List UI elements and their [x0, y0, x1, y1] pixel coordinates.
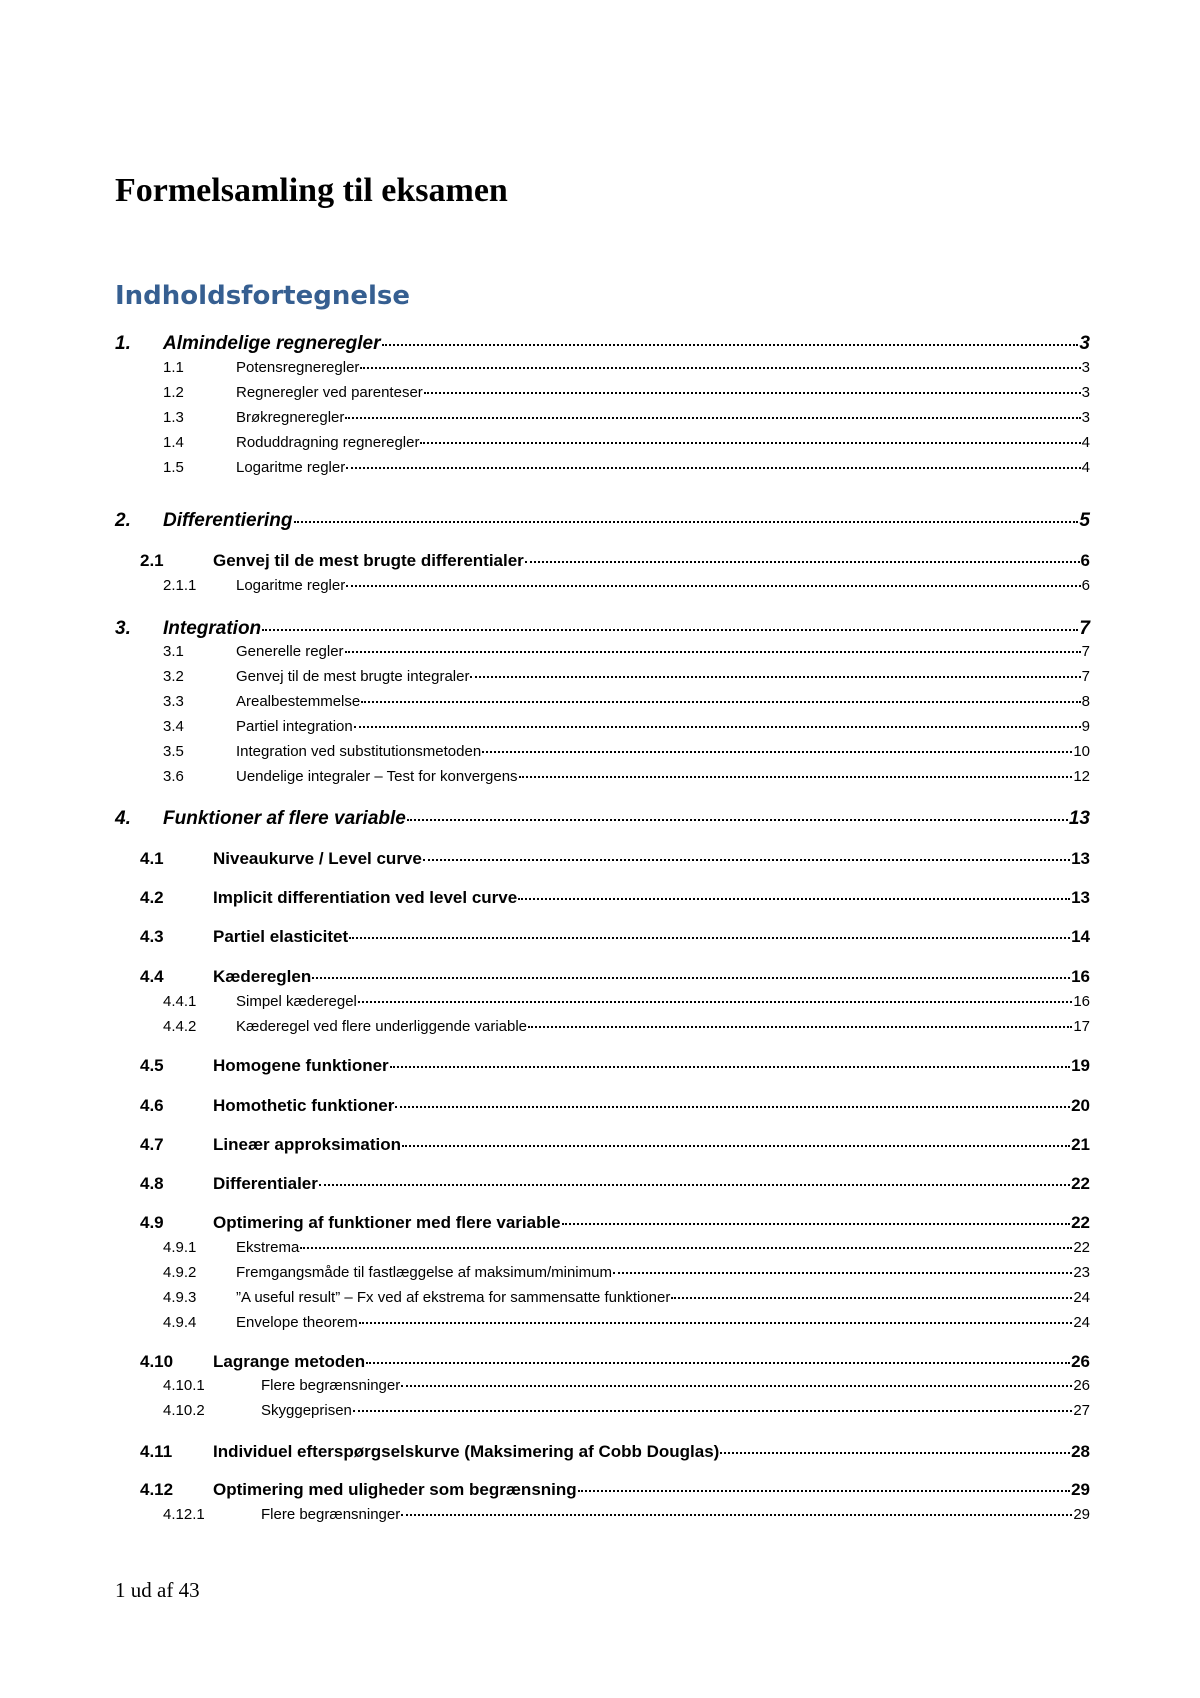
toc-entry-page-number: 24: [1073, 1289, 1090, 1306]
toc-entry-label: Logaritme regler: [236, 577, 346, 594]
toc-entry-number: 4.1: [140, 849, 164, 868]
toc-entry-page-number: 19: [1071, 1056, 1090, 1075]
toc-entry[interactable]: [115, 1174, 1090, 1194]
toc-entry-page-number: 10: [1073, 743, 1090, 760]
toc-entry-number: 4.12.1: [163, 1506, 205, 1523]
toc-dot-leader: [613, 1272, 1072, 1274]
toc-entry-page-number: 9: [1081, 718, 1090, 735]
toc-entry-label: Kæderegel ved flere underliggende variable: [236, 1018, 528, 1035]
toc-entry-label: Homothetic funktioner: [213, 1096, 395, 1115]
toc-entry-label: Kædereglen: [213, 967, 312, 986]
toc-dot-leader: [525, 561, 1080, 563]
toc-entry-page-number: 20: [1071, 1096, 1090, 1115]
toc-entry-page-number: 22: [1073, 1239, 1090, 1256]
toc-entry-page-number: 3: [1079, 333, 1090, 354]
toc-entry[interactable]: [115, 927, 1090, 947]
toc-entry-page-number: 27: [1073, 1402, 1090, 1419]
toc-entry-label: Regneregler ved parenteser: [236, 384, 423, 401]
toc-entry[interactable]: [115, 577, 1090, 594]
toc-entry-number: 1.4: [163, 434, 184, 451]
toc-dot-leader: [420, 442, 1080, 444]
toc-entry-number: 4.: [115, 808, 131, 829]
toc-entry[interactable]: [115, 1018, 1090, 1035]
toc-dot-leader: [312, 977, 1070, 979]
toc-entry-number: 1.3: [163, 409, 184, 426]
toc-entry-page-number: 21: [1071, 1135, 1090, 1154]
toc-entry-number: 1.: [115, 333, 131, 354]
toc-entry-label: Potensregneregler: [236, 359, 360, 376]
toc-entry-page-number: 26: [1073, 1377, 1090, 1394]
toc-entry-label: Flere begrænsninger: [261, 1506, 401, 1523]
toc-dot-leader: [345, 417, 1080, 419]
toc-dot-leader: [294, 521, 1079, 523]
toc-entry-label: Skyggeprisen: [261, 1402, 352, 1419]
toc-dot-leader: [519, 776, 1073, 778]
toc-dot-leader: [423, 859, 1070, 861]
toc-entry-label: Logaritme regler: [236, 459, 346, 476]
toc-entry-page-number: 17: [1073, 1018, 1090, 1035]
toc-dot-leader: [353, 1410, 1072, 1412]
toc-entry-number: 4.9.1: [163, 1239, 197, 1256]
toc-entry-label: Integration: [163, 618, 262, 639]
toc-dot-leader: [346, 467, 1080, 469]
toc-entry-page-number: 14: [1071, 927, 1090, 946]
toc-entry-number: 3.: [115, 618, 131, 639]
toc-entry-number: 1.5: [163, 459, 184, 476]
toc-entry-number: 4.4.2: [163, 1018, 197, 1035]
toc-entry[interactable]: [115, 1289, 1090, 1306]
toc-entry-number: 4.11: [140, 1442, 173, 1461]
toc-entry[interactable]: [115, 510, 1090, 532]
toc-entry-number: 2.1.1: [163, 577, 197, 594]
toc-dot-leader: [482, 751, 1072, 753]
toc-entry-number: 4.2: [140, 888, 164, 907]
toc-entry[interactable]: [115, 668, 1090, 685]
toc-entry-page-number: 16: [1073, 993, 1090, 1010]
page-footer: 1 ud af 43: [115, 1578, 200, 1602]
toc-dot-leader: [518, 898, 1070, 900]
toc-entry-number: 3.2: [163, 668, 184, 685]
toc-entry[interactable]: [115, 384, 1090, 401]
toc-entry-number: 2.1: [140, 551, 164, 570]
toc-entry[interactable]: [115, 409, 1090, 426]
toc-entry[interactable]: [115, 718, 1090, 735]
toc-entry-number: 4.9: [140, 1213, 164, 1232]
toc-entry-label: Ekstrema: [236, 1239, 300, 1256]
toc-dot-leader: [354, 726, 1081, 728]
toc-entry-page-number: 7: [1081, 668, 1090, 685]
toc-entry-label: Genvej til de mest brugte integraler: [236, 668, 470, 685]
toc-entry-label: Simpel kæderegel: [236, 993, 357, 1010]
toc-entry[interactable]: [115, 1213, 1090, 1233]
toc-entry-page-number: 6: [1080, 551, 1090, 570]
toc-entry-page-number: 7: [1079, 618, 1090, 639]
toc-entry-page-number: 12: [1073, 768, 1090, 785]
toc-entry-number: 4.4.1: [163, 993, 197, 1010]
toc-entry[interactable]: [115, 743, 1090, 760]
toc-entry[interactable]: [115, 1506, 1090, 1523]
toc-entry-page-number: 24: [1073, 1314, 1090, 1331]
toc-entry-page-number: 8: [1081, 693, 1090, 710]
toc-entry[interactable]: [115, 1402, 1090, 1419]
toc-entry-number: 4.8: [140, 1174, 164, 1193]
toc-entry-label: Integration ved substitutionsmetoden: [236, 743, 482, 760]
toc-entry-label: Individuel efterspørgselskurve (Maksimering af Cobb Douglas): [213, 1442, 720, 1461]
toc-entry-label: Partiel integration: [236, 718, 353, 735]
toc-entry[interactable]: [115, 1239, 1090, 1256]
toc-entry-label: Brøkregneregler: [236, 409, 345, 426]
toc-entry-label: Genvej til de mest brugte differentialer: [213, 551, 524, 570]
toc-entry-label: Optimering af funktioner med flere variable: [213, 1213, 561, 1232]
toc-entry[interactable]: [115, 1056, 1090, 1076]
toc-entry-number: 3.1: [163, 643, 184, 660]
toc-entry[interactable]: [115, 1264, 1090, 1281]
toc-dot-leader: [407, 819, 1068, 821]
toc-entry-number: 3.3: [163, 693, 184, 710]
toc-entry-label: Niveaukurve / Level curve: [213, 849, 422, 868]
toc-entry-page-number: 6: [1081, 577, 1090, 594]
toc-entry[interactable]: [115, 1352, 1090, 1372]
toc-entry[interactable]: [115, 1135, 1090, 1155]
toc-entry-number: 4.9.3: [163, 1289, 197, 1306]
toc-entry-number: 4.12: [140, 1480, 174, 1499]
toc-entry-label: Differentialer: [213, 1174, 318, 1193]
toc-entry-label: Optimering med uligheder som begrænsning: [213, 1480, 577, 1499]
toc-entry-page-number: 29: [1071, 1480, 1090, 1499]
toc-entry[interactable]: [115, 1314, 1090, 1331]
toc-dot-leader: [390, 1066, 1070, 1068]
toc-dot-leader: [345, 651, 1081, 653]
toc-entry-number: 4.4: [140, 967, 164, 986]
toc-entry-page-number: 13: [1071, 888, 1090, 907]
toc-dot-leader: [360, 367, 1080, 369]
toc-entry-page-number: 22: [1071, 1174, 1090, 1193]
toc-dot-leader: [562, 1223, 1070, 1225]
toc-entry-label: Lineær approksimation: [213, 1135, 401, 1154]
toc-entry[interactable]: [115, 693, 1090, 710]
toc-entry-label: Differentiering: [163, 510, 293, 531]
toc-entry-page-number: 23: [1073, 1264, 1090, 1281]
toc-dot-leader: [395, 1106, 1070, 1108]
toc-dot-leader: [382, 344, 1079, 346]
toc-entry-page-number: 4: [1081, 434, 1090, 451]
toc-dot-leader: [401, 1385, 1072, 1387]
toc-entry[interactable]: [115, 643, 1090, 660]
toc-entry[interactable]: [115, 808, 1090, 830]
toc-entry-number: 4.7: [140, 1135, 164, 1154]
toc-entry-number: 4.10.1: [163, 1377, 205, 1394]
toc-entry-label: Flere begrænsninger: [261, 1377, 401, 1394]
toc-dot-leader: [578, 1490, 1070, 1492]
toc-dot-leader: [358, 1001, 1072, 1003]
toc-entry-number: 2.: [115, 510, 131, 531]
toc-entry-label: Roduddragning regneregler: [236, 434, 420, 451]
toc-entry-label: ”A useful result” – Fx ved af ekstrema for sammensatte funktioner: [236, 1289, 671, 1306]
toc-entry-label: Lagrange metoden: [213, 1352, 366, 1371]
toc-entry[interactable]: [115, 849, 1090, 869]
toc-dot-leader: [671, 1297, 1072, 1299]
toc-entry-label: Almindelige regneregler: [163, 333, 381, 354]
toc-entry-number: 4.5: [140, 1056, 164, 1075]
toc-entry[interactable]: [115, 1377, 1090, 1394]
toc-entry[interactable]: [115, 618, 1090, 640]
toc-entry-page-number: 4: [1081, 459, 1090, 476]
toc-dot-leader: [346, 585, 1080, 587]
toc-dot-leader: [319, 1184, 1070, 1186]
toc-dot-leader: [359, 1322, 1073, 1324]
toc-entry-number: 4.9.2: [163, 1264, 197, 1281]
toc-entry[interactable]: [115, 333, 1090, 355]
toc-entry[interactable]: [115, 551, 1090, 571]
toc-dot-leader: [401, 1514, 1072, 1516]
toc-dot-leader: [300, 1247, 1072, 1249]
toc-entry[interactable]: [115, 459, 1090, 476]
toc-entry-label: Homogene funktioner: [213, 1056, 389, 1075]
toc-dot-leader: [528, 1026, 1072, 1028]
toc-entry-number: 4.10: [140, 1352, 174, 1371]
toc-dot-leader: [402, 1145, 1070, 1147]
toc-dot-leader: [720, 1452, 1070, 1454]
toc-entry-label: Arealbestemmelse: [236, 693, 361, 710]
toc-entry-page-number: 13: [1071, 849, 1090, 868]
toc-entry[interactable]: [115, 1442, 1090, 1462]
toc-entry-label: Envelope theorem: [236, 1314, 358, 1331]
toc-entry[interactable]: [115, 1480, 1090, 1500]
toc-entry-label: Generelle regler: [236, 643, 344, 660]
toc-heading: Indholdsfortegnelse: [115, 281, 411, 311]
toc-entry[interactable]: [115, 768, 1090, 785]
toc-entry-label: Uendelige integraler – Test for konvergens: [236, 768, 518, 785]
toc-dot-leader: [424, 392, 1081, 394]
toc-entry[interactable]: [115, 967, 1090, 987]
toc-entry-label: Funktioner af flere variable: [163, 808, 406, 829]
toc-entry[interactable]: [115, 993, 1090, 1010]
toc-entry-number: 4.6: [140, 1096, 164, 1115]
toc-entry-page-number: 16: [1071, 967, 1090, 986]
toc-entry-number: 1.1: [163, 359, 184, 376]
toc-entry-label: Partiel elasticitet: [213, 927, 349, 946]
toc-dot-leader: [262, 629, 1078, 631]
toc-entry-page-number: 13: [1068, 808, 1090, 829]
toc-entry[interactable]: [115, 1096, 1090, 1116]
toc-entry[interactable]: [115, 434, 1090, 451]
toc-entry-page-number: 22: [1071, 1213, 1090, 1232]
toc-entry-number: 3.6: [163, 768, 184, 785]
toc-dot-leader: [361, 701, 1080, 703]
toc-entry-number: 4.3: [140, 927, 164, 946]
toc-entry-page-number: 5: [1079, 510, 1090, 531]
toc-entry-page-number: 3: [1081, 384, 1090, 401]
toc-entry-number: 3.4: [163, 718, 184, 735]
toc-entry[interactable]: [115, 888, 1090, 908]
toc-entry-page-number: 3: [1081, 409, 1090, 426]
document-title: Formelsamling til eksamen: [115, 172, 508, 209]
toc-entry-page-number: 26: [1071, 1352, 1090, 1371]
toc-dot-leader: [366, 1362, 1070, 1364]
toc-entry[interactable]: [115, 359, 1090, 376]
toc-entry-page-number: 3: [1081, 359, 1090, 376]
toc-entry-number: 3.5: [163, 743, 184, 760]
toc-entry-page-number: 28: [1071, 1442, 1090, 1461]
toc-entry-page-number: 29: [1073, 1506, 1090, 1523]
toc-entry-label: Fremgangsmåde til fastlæggelse af maksimum/minimum: [236, 1264, 612, 1281]
toc-entry-number: 4.9.4: [163, 1314, 197, 1331]
toc-entry-number: 4.10.2: [163, 1402, 205, 1419]
toc-entry-number: 1.2: [163, 384, 184, 401]
toc-entry-label: Implicit differentiation ved level curve: [213, 888, 518, 907]
toc-entry-page-number: 7: [1081, 643, 1090, 660]
toc-dot-leader: [470, 676, 1080, 678]
toc-dot-leader: [349, 937, 1070, 939]
